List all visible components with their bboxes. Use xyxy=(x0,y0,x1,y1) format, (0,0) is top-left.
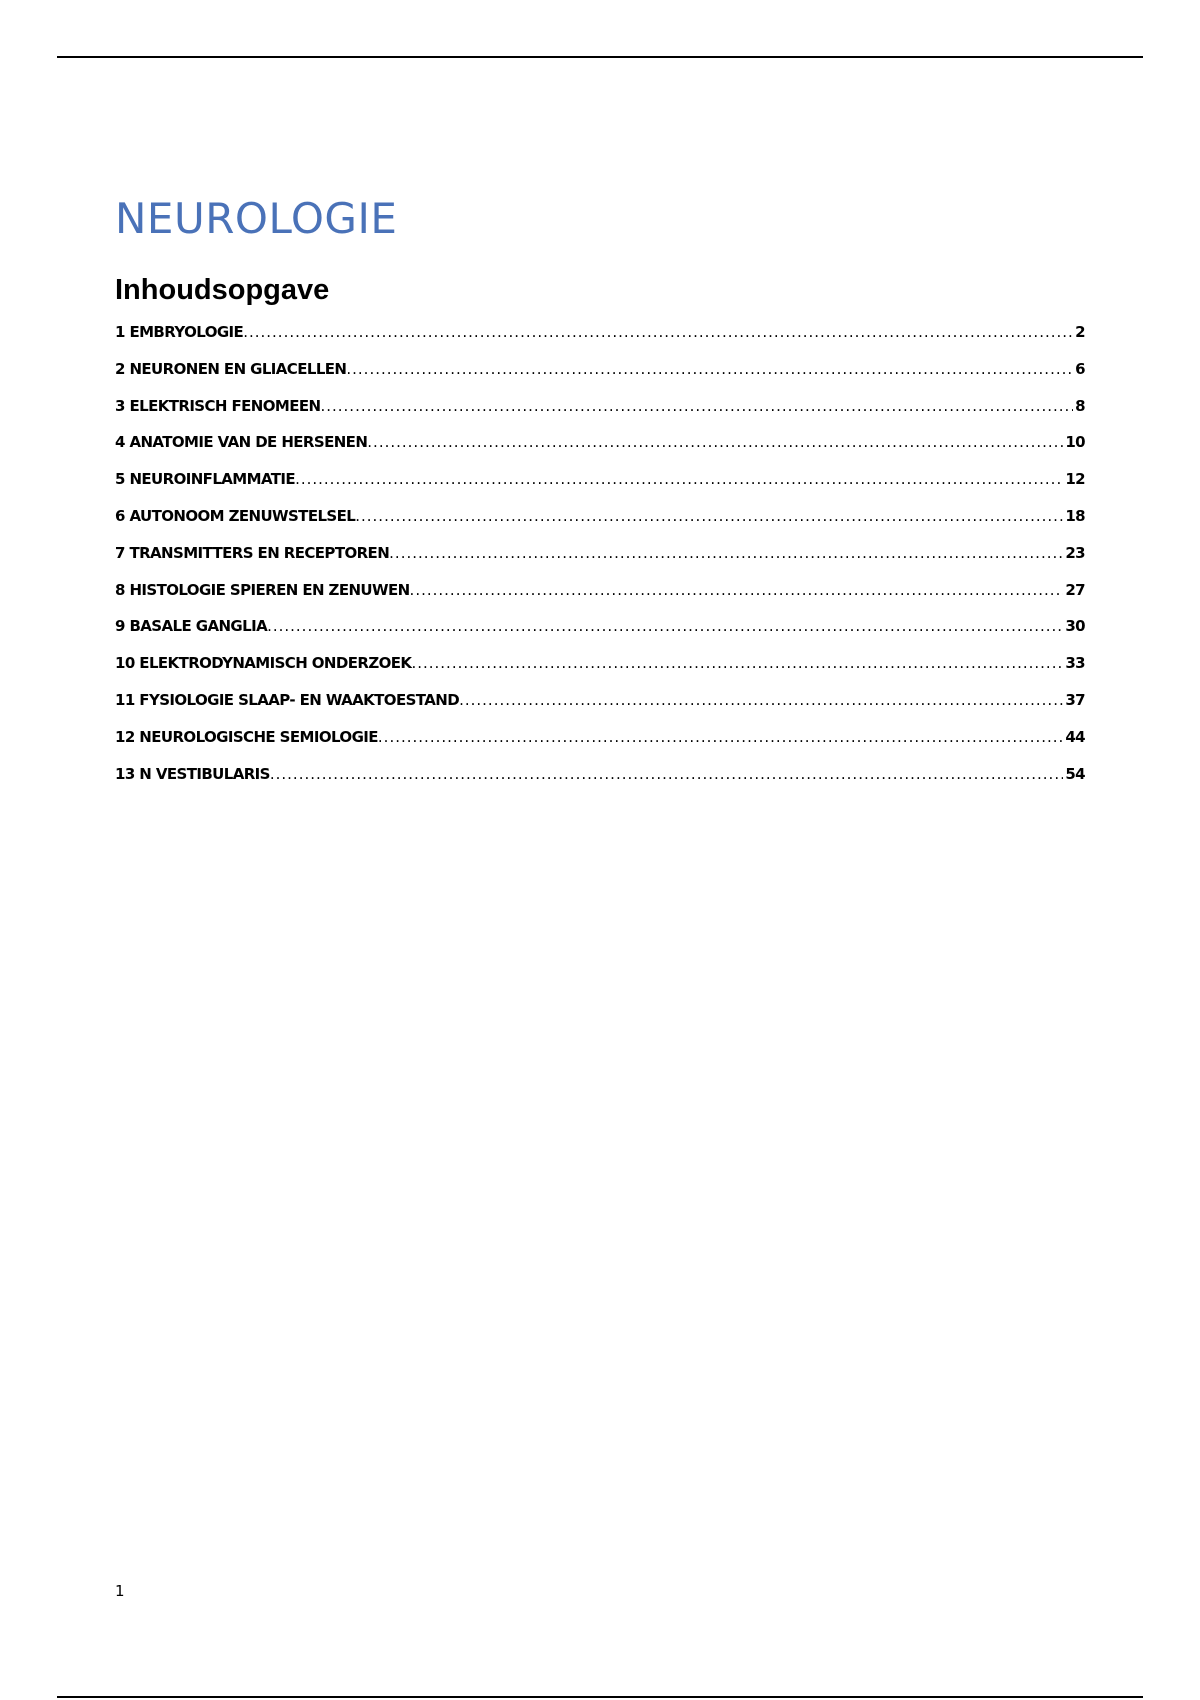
toc-dot-leader xyxy=(243,323,1073,341)
toc-entry[interactable] xyxy=(115,728,1085,765)
toc-entry[interactable] xyxy=(115,581,1085,618)
toc-entry-page: 6 xyxy=(1075,359,1085,378)
toc-entry-page: 8 xyxy=(1075,396,1085,415)
header-rule xyxy=(57,56,1143,58)
document-content xyxy=(115,190,1085,801)
toc-entry-page: 54 xyxy=(1065,764,1085,783)
page-number: 1 xyxy=(115,1582,125,1600)
table-of-contents xyxy=(115,323,1085,801)
toc-entry[interactable] xyxy=(115,617,1085,654)
toc-dot-leader xyxy=(270,765,1063,783)
toc-entry-label: 7 TRANSMITTERS EN RECEPTOREN xyxy=(115,543,390,562)
toc-entry-label: 9 BASALE GANGLIA xyxy=(115,617,268,636)
toc-entry-label: 11 FYSIOLOGIE SLAAP- EN WAAKTOESTAND xyxy=(115,690,460,709)
toc-dot-leader xyxy=(459,691,1063,709)
toc-entry[interactable] xyxy=(115,323,1085,360)
toc-entry-label: 2 NEURONEN EN GLIACELLEN xyxy=(115,359,347,378)
toc-dot-leader xyxy=(378,728,1063,746)
toc-entry[interactable] xyxy=(115,654,1085,691)
toc-entry-label: 10 ELEKTRODYNAMISCH ONDERZOEK xyxy=(115,654,412,673)
toc-entry-label: 6 AUTONOOM ZENUWSTELSEL xyxy=(115,506,356,525)
toc-entry-label: 12 NEUROLOGISCHE SEMIOLOGIE xyxy=(115,727,378,746)
toc-entry-label: 3 ELEKTRISCH FENOMEEN xyxy=(115,396,321,415)
toc-dot-leader xyxy=(367,433,1063,451)
toc-entry-page: 33 xyxy=(1065,654,1085,673)
toc-entry-page: 27 xyxy=(1065,580,1085,599)
toc-entry[interactable] xyxy=(115,765,1085,802)
toc-entry-page: 37 xyxy=(1065,690,1085,709)
toc-entry-page: 2 xyxy=(1075,323,1085,341)
toc-entry[interactable] xyxy=(115,507,1085,544)
toc-entry-label: 13 N VESTIBULARIS xyxy=(115,764,270,783)
toc-dot-leader xyxy=(355,507,1063,525)
footer-rule xyxy=(57,1696,1143,1698)
toc-entry-label: 1 EMBRYOLOGIE xyxy=(115,323,244,341)
toc-entry-label: 5 NEUROINFLAMMATIE xyxy=(115,470,296,489)
toc-dot-leader xyxy=(320,397,1073,415)
toc-entry-page: 44 xyxy=(1065,727,1085,746)
toc-dot-leader xyxy=(411,654,1063,672)
document-title: NEUROLOGIE xyxy=(115,194,398,243)
toc-entry[interactable] xyxy=(115,433,1085,470)
toc-entry[interactable] xyxy=(115,397,1085,434)
toc-dot-leader xyxy=(389,544,1063,562)
toc-entry-page: 23 xyxy=(1065,543,1085,562)
toc-dot-leader xyxy=(410,581,1064,599)
toc-entry[interactable] xyxy=(115,470,1085,507)
toc-entry-page: 12 xyxy=(1065,470,1085,489)
toc-dot-leader xyxy=(295,470,1063,488)
toc-entry-label: 4 ANATOMIE VAN DE HERSENEN xyxy=(115,433,368,452)
toc-entry-page: 30 xyxy=(1065,617,1085,636)
toc-dot-leader xyxy=(267,617,1063,635)
toc-entry[interactable] xyxy=(115,691,1085,728)
toc-entry-page: 10 xyxy=(1065,433,1085,452)
toc-entry-label: 8 HISTOLOGIE SPIEREN EN ZENUWEN xyxy=(115,580,410,599)
toc-heading: Inhoudsopgave xyxy=(115,274,330,306)
toc-entry[interactable] xyxy=(115,360,1085,397)
toc-dot-leader xyxy=(346,360,1073,378)
toc-entry[interactable] xyxy=(115,544,1085,581)
toc-entry-page: 18 xyxy=(1065,506,1085,525)
